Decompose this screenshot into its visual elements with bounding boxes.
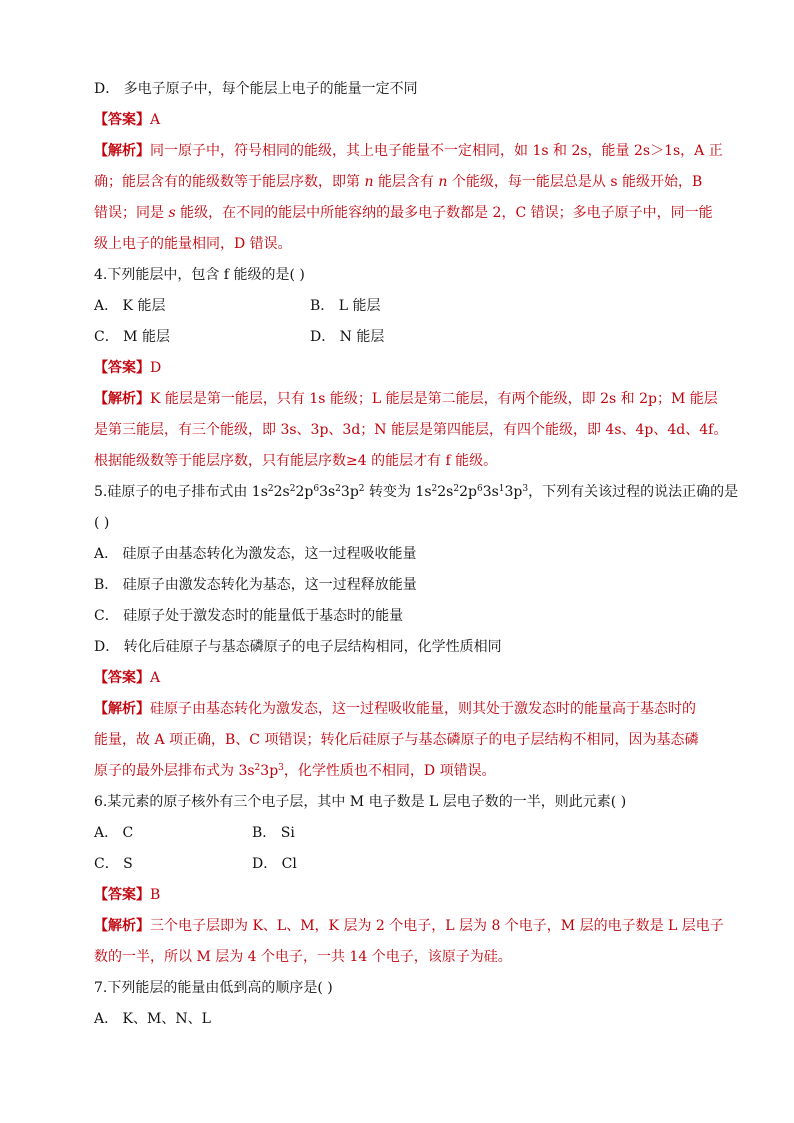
answer-tag: 【答案】 [94,670,150,686]
superscript: 2 [453,484,460,494]
answer-value: B [150,887,161,903]
stem-text: 3p [504,484,523,500]
q5-option-a: A． 硅原子由基态转化为激发态，这一过程吸收能量 [94,546,417,562]
superscript: 2 [358,484,365,494]
q7-stem: 7.下列能层的能量由低到高的顺序是( ) [94,980,333,996]
q4-option-c: C． M 能层 [94,329,170,345]
q4-option-b: B． L 能层 [310,298,381,314]
q6-option-a: A． C [94,825,134,841]
analysis-tag: 【解析】 [94,143,150,159]
stem-text: 5.硅原子的电子排布式由 1s [94,484,268,500]
q4-answer [94,353,704,384]
analysis-text: K 能层是第一能层，只有 1s 能级；L 能层是第二能层，有两个能级，即 2s 和 2p；M 能层 [150,391,718,407]
superscript: 2 [267,484,274,494]
answer-tag: 【答案】 [94,112,150,128]
q5-option-c: C． 硅原子处于激发态时的能量低于基态时的能量 [94,608,404,624]
q6-option-c: C． S [94,856,133,872]
stem-text: 转变为 1s [364,484,432,500]
stem-text: 3p [340,484,359,500]
q5-option-d: D． 转化后硅原子与基态磷原子的电子层结构相同，化学性质相同 [94,639,502,655]
q4-options-row-2 [94,322,704,353]
q3-option-d: D． 多电子原子中，每个能层上电子的能量一定不同 [94,81,418,97]
analysis-italic-n: n [438,174,448,190]
superscript: 6 [476,484,483,494]
superscript: 2 [431,484,438,494]
analysis-tag: 【解析】 [94,701,150,717]
stem-text: 2p [459,484,477,500]
q6-options-row-1 [94,818,704,849]
q5-option-b: B． 硅原子由激发态转化为基态，这一过程释放能量 [94,577,417,593]
superscript: 2 [289,484,296,494]
analysis-text: 个能级，每一能层总是从 s 能级开始，B [451,174,703,190]
stem-text: 2p [295,484,314,500]
analysis-text: 硅原子由基态转化为激发态，这一过程吸收能量，则其处于激发态时的能量高于基态时的 [150,701,696,717]
superscript: 6 [313,484,320,494]
analysis-italic-n: n [364,174,374,190]
q5-stem-line-2: ( ) [94,515,110,531]
q6-answer [94,880,704,911]
q6-options-row-2 [94,849,704,880]
stem-text: 3s [482,484,499,500]
answer-value: A [150,670,161,686]
superscript: 1 [498,484,505,494]
q4-options-row-1 [94,291,704,322]
analysis-text: 能层含有 [377,174,434,190]
q3-analysis-line-4: 级上电子的能量相同，D 错误。 [94,236,292,252]
q3-analysis-line-3 [94,198,713,229]
q6-option-b: B． Si [252,825,295,841]
q6-option-d: D． Cl [252,856,297,872]
q5-analysis-line-2: 能量，故 A 项正确，B、C 项错误；转化后硅原子与基态磷原子的电子层结构不相同，因为基态磷 [94,732,699,748]
stem-text: ，下列有关该过程的说法正确的是 [528,484,739,500]
q4-stem: 4.下列能层中，包含 f 能级的是( ) [94,267,305,283]
stem-text: 2s [437,484,454,500]
superscript: 2 [335,484,341,494]
q3-analysis-line-1 [94,136,723,167]
superscript: 3 [278,763,284,773]
answer-tag: 【答案】 [94,360,150,376]
q6-analysis-line-2: 数的一半，所以 M 层为 4 个电子，一共 14 个电子，该原子为硅。 [94,949,512,965]
analysis-italic-s: s [168,205,176,221]
q4-option-d: D． N 能层 [310,329,385,345]
q5-answer [94,663,704,694]
analysis-tag: 【解析】 [94,918,150,934]
q5-analysis-line-3 [94,756,704,787]
analysis-text: ，化学性质也不相同，D 项错误。 [283,763,496,779]
analysis-text: 同一原子中，符号相同的能级，其上电子能量不一定相同，如 1s 和 2s，能量 2s＞1s，A 正 [150,143,723,159]
stem-text: 2s [273,484,290,500]
analysis-text: 三个电子层即为 K、L、M，K 层为 2 个电子，L 层为 8 个电子，M 层的电子数是 L 层电子 [150,918,724,934]
analysis-tag: 【解析】 [94,391,150,407]
answer-value: A [150,112,161,128]
stem-text: 3s [319,484,336,500]
q3-answer [94,105,704,136]
q4-option-a: A． K 能层 [94,298,166,314]
analysis-text: 3p [260,763,279,779]
answer-tag: 【答案】 [94,887,150,903]
q5-analysis-line-1 [94,694,704,725]
q5-stem-line-1 [94,477,739,508]
q4-analysis-line-1 [94,384,718,415]
q4-analysis-line-2: 是第三能层，有三个能级，即 3s、3p、3d；N 能层是第四能层，有四个能级，即 4s、4p、4d、4f。 [94,422,728,438]
analysis-text: 原子的最外层排布式为 3s [94,763,255,779]
q6-analysis-line-1 [94,911,724,942]
superscript: 2 [254,763,261,773]
page-content [94,74,739,1035]
q7-option-a: A． K、M、N、L [94,1011,211,1027]
q3-analysis-line-2 [94,167,704,198]
analysis-text: 能级，在不同的能层中所能容纳的最多电子数都是 2，C 错误；多电子原子中，同一能 [180,205,713,221]
superscript: 3 [522,484,529,494]
q6-stem: 6.某元素的原子核外有三个电子层，其中 M 电子数是 L 层电子数的一半，则此元素( ) [94,794,627,810]
analysis-text: 确；能层含有的能级数等于能层序数，即第 [94,174,360,190]
q4-analysis-line-3: 根据能级数等于能层序数，只有能层序数≥4 的能层才有 f 能级。 [94,453,498,469]
answer-value: D [150,360,162,376]
analysis-text: 错误；同是 [94,205,164,221]
